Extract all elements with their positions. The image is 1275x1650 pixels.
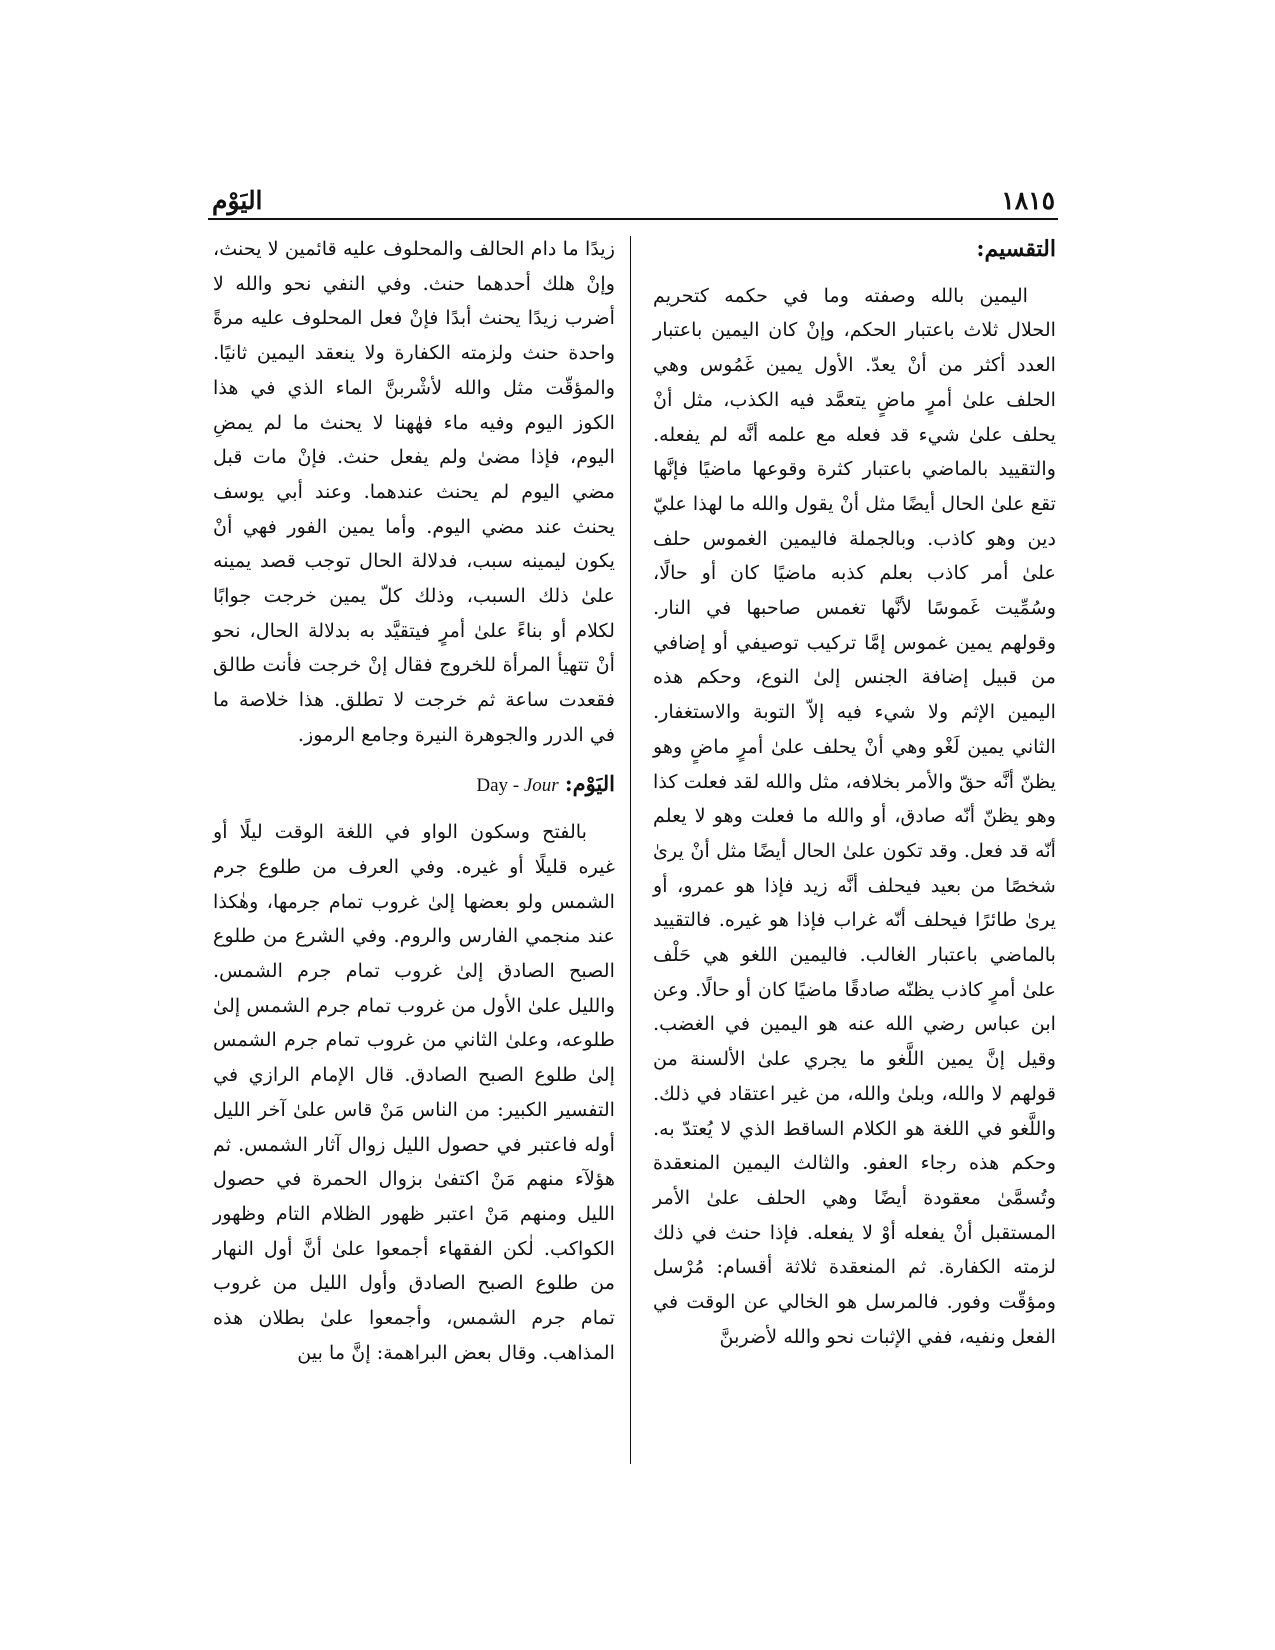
gloss-french: Jour <box>523 774 559 796</box>
header-rule <box>208 218 1058 220</box>
gloss-separator: - <box>508 774 524 796</box>
gloss-english: Day <box>476 774 509 796</box>
left-column-paragraph-1: زيدًا ما دام الحالف والمحلوف عليه قائمين لا يحنث، وإنْ هلك أحدهما حنث. وفي النفي نحو والله لا أضرب زيدًا يحنث أبدًا فإنْ فعل المحلوف عليه مرةً واحدة حنث ولزمته الكفارة ولا ينعقد اليمين ثانيًا. والمؤقّت مثل والله لأشْربنَّ الماء الذي في هذا الكوز اليوم وفيه ماء فهٰهنا لا يحنث ما لم يمضِ اليوم، فإذا مضىٰ ولم يفعل حنث. فإنْ مات قبل مضي اليوم لم يحنث عندهما. وعند أبي يوسف يحنث عند مضي اليوم. وأما يمين الفور فهي أنْ يكون ليمينه سبب، فدلالة الحال توجب قصد يمينه علىٰ ذلك السبب، وذلك كلّ يمين خرجت جوابًا لكلام أو بناءً علىٰ أمرٍ فيتقيَّد به بدلالة الحال، نحو أنْ تتهيأ المرأة للخروج فقال إنْ خرجت فأنت طالق فقعدت ساعة ثم خرجت لا تطلق. هذا خلاصة ما في الدرر والجوهرة النيرة وجامع الرموز. <box>213 237 615 746</box>
dictionary-entry-heading <box>213 767 615 804</box>
left-column-paragraph-2: بالفتح وسكون الواو في اللغة الوقت ليلًا أو غيره قليلًا أو غيره. وفي العرف من طلوع جرم الشمس ولو بعضها إلىٰ غروب تمام جرمها، وهٰكذا عند منجمي الفارس والروم. وفي الشرع من طلوع الصبح الصادق إلىٰ غروب تمام جرم الشمس. والليل علىٰ الأول من غروب تمام جرم الشمس إلىٰ طلوعه، وعلىٰ الثاني من غروب تمام جرم الشمس إلىٰ طلوع الصبح الصادق. قال الإمام الرازي في التفسير الكبير: من الناس مَنْ قاس علىٰ آخر الليل أوله فاعتبر في حصول الليل زوال آثار الشمس. ثم هؤلآء منهم مَنْ اكتفىٰ بزوال الحمرة في حصول الليل ومنهم مَنْ اعتبر ظهور الظلام التام وظهور الكواكب. لٰكن الفقهاء أجمعوا علىٰ أنَّ أول النهار من طلوع الصبح الصادق وأول الليل من غروب تمام جرم الشمس، وأجمعوا علىٰ بطلان هذه المذاهب. وقال بعض البراهمة: إنَّ ما بين <box>213 820 615 1364</box>
entry-term: اليَوْم: <box>564 770 615 796</box>
column-divider <box>630 236 631 1464</box>
page-number: ١٨١٥ <box>1001 186 1055 215</box>
right-column <box>653 232 1056 1355</box>
right-column-paragraph: اليمين بالله وصفته وما في حكمه كتحريم الحلال ثلاث باعتبار الحكم، وإنْ كان اليمين باعتبار العدد أكثر من أنْ يعدّ. الأول يمين غَمُوس وهي الحلف علىٰ أمرٍ ماضٍ يتعمَّد فيه الكذب، مثل أنْ يحلف علىٰ شيء قد فعله مع علمه أنَّه لم يفعله. والتقييد بالماضي باعتبار كثرة وقوعها ماضيًا فإنَّها تقع علىٰ الحال أيضًا مثل أنْ يقول والله ما لهذا عليّ دين وهو كاذب. وبالجملة فاليمين الغموس حلف علىٰ أمر كاذب بعلم كذبه ماضيًا كان أو حالًا، وسُمِّيت غَموسًا لأنَّها تغمس صاحبها في النار. وقولهم يمين غموس إمَّا تركيب توصيفي أو إضافي من قبيل إضافة الجنس إلىٰ النوع، وحكم هذه اليمين الإثم ولا شيء فيه إلاّ التوبة والاستغفار. الثاني يمين لَغْو وهي أنْ يحلف علىٰ أمرٍ ماضٍ وهو يظنّ أنَّه حقّ والأمر بخلافه، مثل والله لقد فعلت كذا وهو يظنّ أنّه صادق، أو والله ما فعلت وهو لا يعلم أنّه قد فعل. وقد تكون علىٰ الحال أيضًا مثل أنْ يرىٰ شخصًا من بعيد فيحلف أنَّه زيد فإذا هو عمرو، أو يرىٰ طائرًا فيحلف أنّه غراب فإذا هو غيره. فالتقييد بالماضي باعتبار الغالب. فاليمين اللغو هي حَلْف علىٰ أمرٍ كاذب يظنّه صادقًا ماضيًا كان أو حالًا. وعن ابن عباس رضي الله عنه هو اليمين في الغضب. وقيل إنَّ يمين اللَّغو ما يجري علىٰ الألسنة من قولهم لا والله، وبلىٰ والله، من غير اعتقاد في ذلك. واللَّغو في اللغة هو الكلام الساقط الذي لا يُعتدّ به. وحكم هذه رجاء العفو. والثالث اليمين المنعقدة وتُسمَّىٰ معقودة أيضًا وهي الحلف علىٰ الأمر المستقبل أنْ يفعله أوْ لا يفعله. فإذا حنث في ذلك لزمته الكفارة. ثم المنعقدة ثلاثة أقسام: مُرْسل ومؤقّت وفور. فالمرسل هو الخالي عن الوقت في الفعل ونفيه، ففي الإثبات نحو والله لأضربنَّ <box>653 283 1056 1348</box>
section-heading: التقسيم: <box>976 236 1056 262</box>
running-header-word: اليَوْم <box>212 186 263 215</box>
left-column <box>213 232 615 1371</box>
entry-gloss <box>476 775 558 796</box>
